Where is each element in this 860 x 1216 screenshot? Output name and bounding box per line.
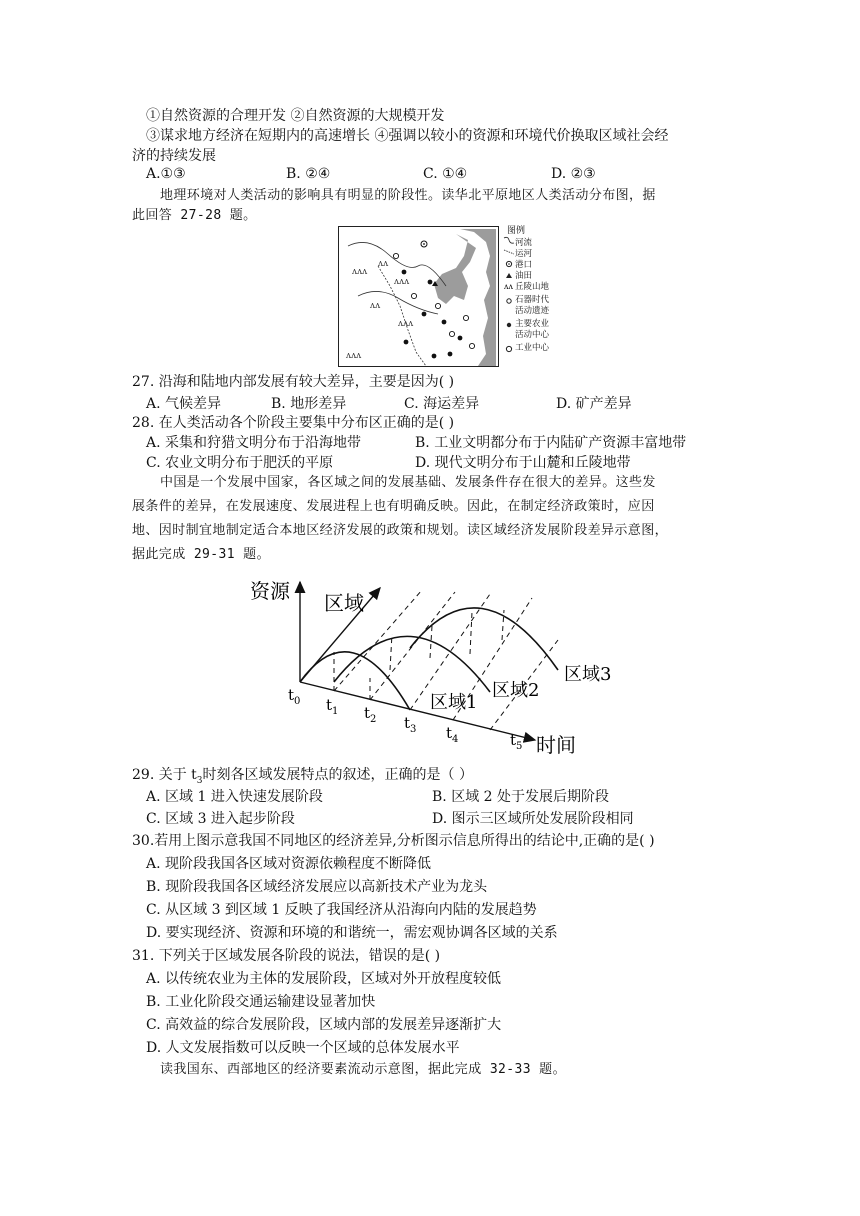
q31-stem: 31. 下列关于区域发展各阶段的说法，错误的是( ): [132, 948, 441, 964]
intro-line-1: ①自然资源的合理开发 ②自然资源的大规模开发: [146, 108, 445, 124]
legend-oilfield: 油田: [515, 271, 533, 281]
q31-option-d: D. 人文发展指数可以反映一个区域的总体发展水平: [146, 1040, 460, 1056]
q28-option-b: B. 工业文明都分布于内陆矿产资源丰富地带: [415, 435, 687, 451]
legend-industry: 工业中心: [515, 343, 550, 353]
legend-stone-age-2: 活动遗迹: [515, 306, 550, 316]
passage3-line-1: 读我国东、西部地区的经济要素流动示意图，据此完成 32-33 题。: [160, 1062, 566, 1077]
q27-stem: 27. 沿海和陆地内部发展有较大差异，主要是因为( ): [132, 374, 455, 390]
legend-title: 图例: [507, 226, 526, 236]
intro-line-3: 济的持续发展: [132, 148, 216, 164]
passage2-line-4: 据此完成 29-31 题。: [132, 547, 270, 562]
svg-text:ʌʌʌ: ʌʌʌ: [398, 319, 414, 329]
curve-region-1: [300, 652, 410, 710]
q28-option-a: A. 采集和狩猎文明分布于沿海地带: [146, 435, 362, 451]
q27-option-d: D. 矿产差异: [556, 396, 632, 412]
tick-t4: $t_4$: [446, 724, 459, 745]
q30-option-c: C. 从区域 3 到区域 1 反映了我国经济从沿海向内陆的发展趋势: [146, 902, 537, 918]
legend-agri-2: 活动中心: [515, 330, 550, 340]
svg-text:ʌʌʌ: ʌʌʌ: [394, 277, 410, 287]
q30-option-a: A. 现阶段我国各区域对资源依赖程度不断降低: [146, 856, 432, 872]
legend-canal: 运河: [515, 249, 533, 259]
time-axis-label: 时间: [536, 733, 576, 757]
intro-options: [146, 166, 596, 182]
passage2-line-2: 展条件的差异，在发展速度、发展进程上也有明确反映。因此，在制定经济政策时，应因: [132, 499, 655, 514]
regional-development-diagram: [240, 570, 630, 760]
tick-t0: $t_0$: [288, 686, 301, 707]
north-china-plain-map: [338, 226, 510, 372]
legend-port: 港口: [515, 260, 533, 270]
intro-option-c: C. ①④: [423, 166, 468, 182]
intro-option-a: A.①③: [146, 166, 186, 182]
q27-option-c: C. 海运差异: [404, 396, 480, 412]
label-region-3: 区域3: [564, 664, 612, 685]
tick-t1: $t_1$: [326, 696, 339, 717]
q31-option-b: B. 工业化阶段交通运输建设显著加快: [146, 994, 376, 1010]
y-axis-label: 资源: [250, 579, 290, 603]
svg-text:ʌʌʌ: ʌʌʌ: [346, 351, 362, 361]
q30-option-d: D. 要实现经济、资源和环境的和谐统一，需宏观协调各区域的关系: [146, 925, 558, 941]
q28-stem: 28. 在人类活动各个阶段主要集中分布区正确的是( ): [132, 415, 455, 431]
q29-option-c: C. 区域 3 进入起步阶段: [146, 811, 295, 827]
q27-option-b: B. 地形差异: [271, 396, 347, 412]
q30-stem: 30.若用上图示意我国不同地区的经济差异,分析图示信息所得出的结论中,正确的是( ): [132, 833, 655, 849]
legend-agri-1: 主要农业: [515, 319, 550, 329]
svg-text:ʌʌ: ʌʌ: [370, 301, 381, 311]
q31-option-a: A. 以传统农业为主体的发展阶段，区域对外开放程度较低: [146, 971, 502, 987]
q28-option-c: C. 农业文明分布于肥沃的平原: [146, 455, 334, 471]
svg-text:ʌʌʌ: ʌʌʌ: [352, 267, 368, 277]
tick-t5: $t_5$: [510, 731, 523, 752]
sea-area: [460, 229, 496, 366]
q29-stem: 29. 关于 $t_3$时刻各区域发展特点的叙述，正确的是（ ）: [132, 767, 473, 786]
svg-text:ʌʌ: ʌʌ: [378, 259, 389, 269]
region-axis-label: 区域: [324, 591, 364, 615]
passage2-line-1: 中国是一个发展中国家，各区域之间的发展基础、发展条件存在很大的差异。这些发: [160, 475, 656, 490]
q27-options: [146, 393, 632, 413]
q29-option-b: B. 区域 2 处于发展后期阶段: [432, 789, 609, 805]
q27-option-a: A. 气候差异: [146, 396, 222, 412]
q31-option-c: C. 高效益的综合发展阶段，区域内部的发展差异逐渐扩大: [146, 1017, 502, 1033]
svg-text:ʌʌ: ʌʌ: [504, 282, 514, 291]
q29-option-a: A. 区域 1 进入快速发展阶段: [146, 789, 323, 805]
q29-option-d: D. 图示三区域所处发展阶段相同: [432, 811, 634, 827]
q28-option-d: D. 现代文明分布于山麓和丘陵地带: [415, 455, 631, 471]
label-region-2: 区域2: [492, 680, 540, 701]
passage1-line-1: 地理环境对人类活动的影响具有明显的阶段性。读华北平原地区人类活动分布图，据: [160, 188, 656, 203]
tick-t2: $t_2$: [364, 704, 377, 725]
tick-t3: $t_3$: [404, 714, 417, 735]
q30-option-b: B. 现阶段我国各区域经济发展应以高新技术产业为龙头: [146, 879, 488, 895]
intro-line-2: ③谋求地方经济在短期内的高速增长 ④强调以较小的资源和环境代价换取区域社会经: [146, 128, 669, 144]
legend-hills: 丘陵山地: [515, 282, 550, 292]
bay-area: [434, 234, 476, 304]
label-region-1: 区域1: [430, 692, 478, 713]
passage1-line-2: 此回答 27-28 题。: [132, 208, 257, 223]
legend-stone-age-1: 石器时代: [515, 295, 550, 305]
intro-option-b: B. ②④: [286, 166, 331, 182]
passage2-line-3: 地、因时制宜地制定适合本地区经济发展的政策和规划。读区域经济发展阶段差异示意图，: [132, 523, 669, 538]
intro-option-d: D. ②③: [551, 166, 596, 182]
curve-region-3: [410, 608, 558, 670]
legend-river: 河流: [515, 238, 533, 248]
legend-symbols: [503, 236, 515, 356]
